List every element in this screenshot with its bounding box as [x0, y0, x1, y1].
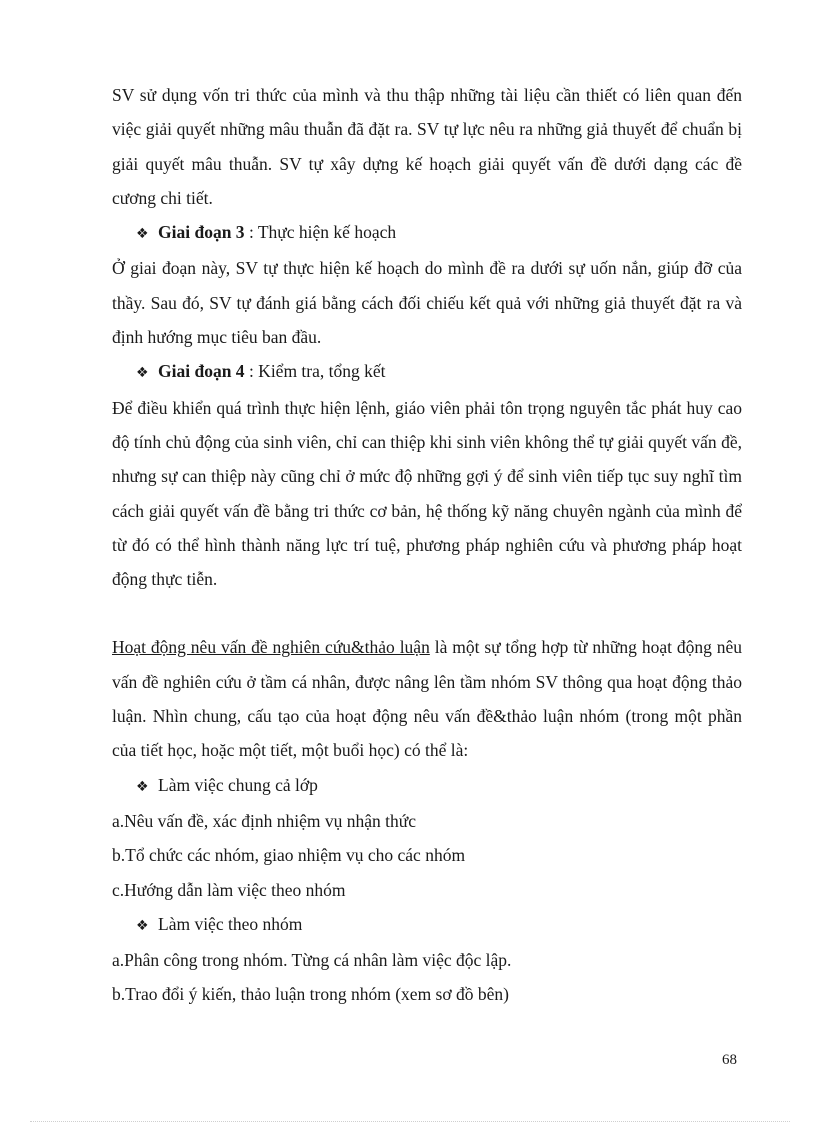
page-divider — [30, 1121, 790, 1122]
group-work-heading — [112, 907, 742, 943]
paragraph-control: Để điều khiển quá trình thực hiện lệnh, giáo viên phải tôn trọng nguyên tắc phát huy cao độ tính chủ động của sinh viên, chỉ can thiệp khi sinh viên không thể tự giải quyết vấn đề, nhưng sự can thiệp này cũng chỉ ở mức độ những gợi ý để sinh viên tiếp tục suy nghĩ tìm cách giải quyết vấn đề bằng tri thức cơ bản, hệ thống kỹ năng chuyên ngành của mình để từ đó có thể hình thành năng lực trí tuệ, phương pháp nghiên cứu và phương pháp hoạt động thực tiễn. — [112, 397, 742, 590]
whole-class-title: Làm việc chung cả lớp — [158, 774, 318, 795]
diamond-bullet-icon: ❖ — [136, 365, 149, 382]
paragraph-execution: Ở giai đoạn này, SV tự thực hiện kế hoạch do mình đề ra dưới sự uốn nắn, giúp đỡ của thầy. Sau đó, SV tự đánh giá bằng cách đối chiếu kết quả với những giả thuyết đặt ra và định hướng mục tiêu ban đầu. — [112, 258, 742, 348]
stage-3-label: Giai đoạn 3 — [158, 222, 245, 243]
list-item: a.Nêu vấn đề, xác định nhiệm vụ nhận thức — [112, 810, 416, 831]
paragraph-planning: SV sử dụng vốn tri thức của mình và thu thập những tài liệu cần thiết có liên quan đến việc giải quyết những mâu thuẫn đã đặt ra. SV tự lực nêu ra những giả thuyết để chuẩn bị giải quyết mâu thuẫn. SV tự xây dựng kế hoạch giải quyết vấn đề dưới dạng các đề cương chi tiết. — [112, 85, 742, 208]
list-item: b.Tổ chức các nhóm, giao nhiệm vụ cho các nhóm — [112, 845, 466, 866]
list-item: b.Trao đổi ý kiến, thảo luận trong nhóm (xem sơ đồ bên) — [112, 984, 509, 1005]
diamond-bullet-icon: ❖ — [136, 226, 149, 243]
stage-4-title: : Kiểm tra, tổng kết — [244, 361, 386, 382]
stage-3-heading — [112, 215, 742, 251]
stage-4-label: Giai đoạn 4 — [158, 361, 245, 382]
paragraph-discussion — [112, 630, 742, 767]
list-item: c.Hướng dẫn làm việc theo nhóm — [112, 879, 346, 900]
list-item: a.Phân công trong nhóm. Từng cá nhân làm việc độc lập. — [112, 950, 512, 971]
diamond-bullet-icon: ❖ — [136, 917, 149, 934]
discussion-term: Hoạt động nêu vấn đề nghiên cứu&thảo luận — [112, 637, 430, 658]
whole-class-heading — [112, 768, 742, 804]
page-body — [112, 78, 742, 1012]
discussion-description: là một sự tổng hợp từ những hoạt động nêu vấn đề nghiên cứu ở tầm cá nhân, được nâng lên tầm nhóm SV thông qua hoạt động thảo luận. Nhìn chung, cấu tạo của hoạt động nêu vấn đề&thảo luận nhóm (trong một phần của tiết học, hoặc một tiết, một buổi học) có thể là: — [112, 637, 742, 761]
page-number: 68 — [722, 1052, 737, 1068]
stage-4-heading — [112, 354, 742, 390]
stage-3-title: : Thực hiện kế hoạch — [244, 222, 397, 243]
diamond-bullet-icon: ❖ — [136, 778, 149, 795]
paragraph-gap — [112, 596, 742, 630]
group-work-title: Làm việc theo nhóm — [158, 913, 303, 934]
